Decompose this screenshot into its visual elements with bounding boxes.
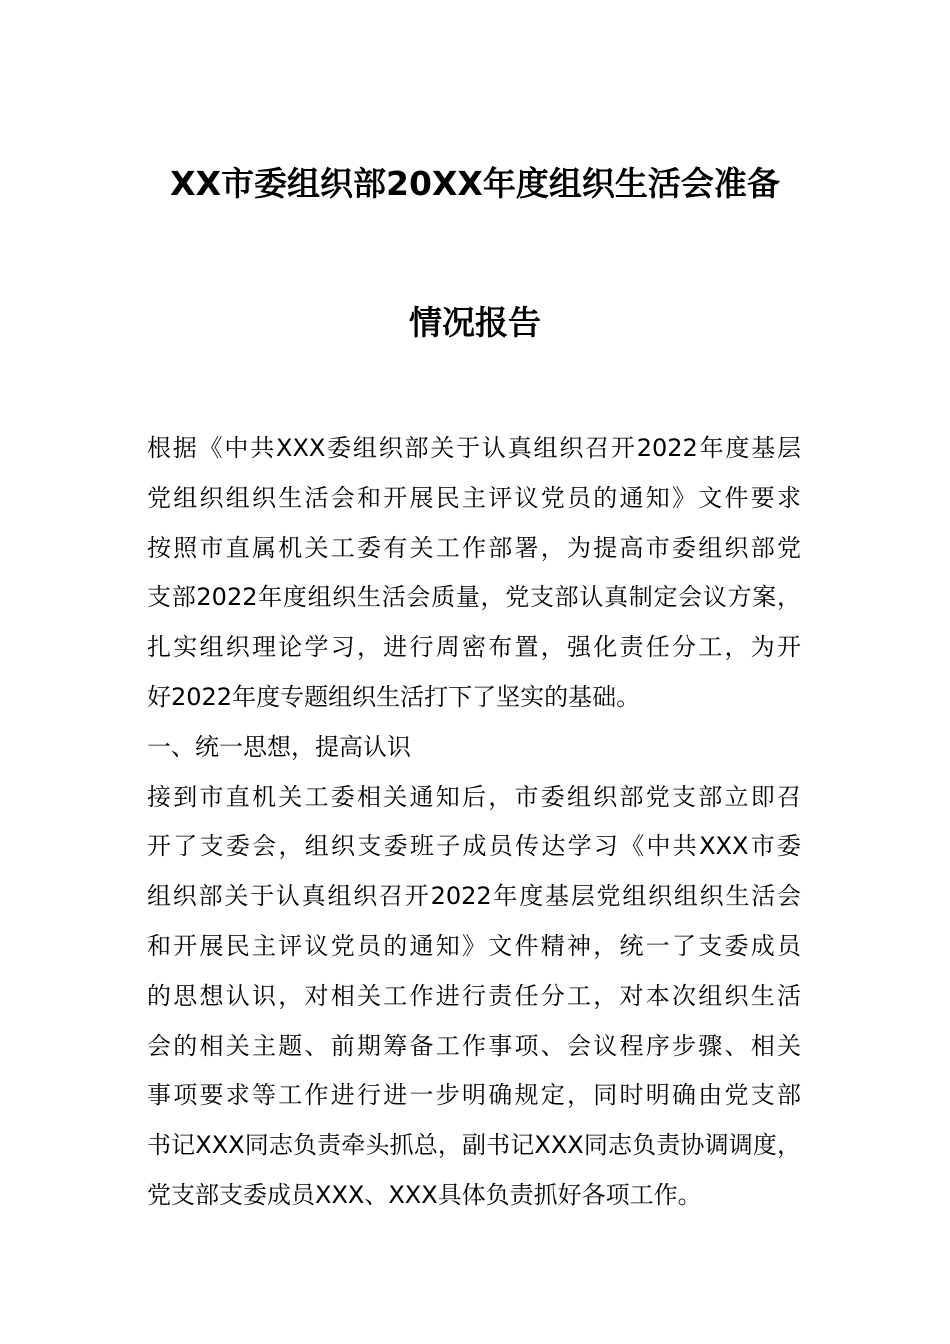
paragraph-line: 组织部关于认真组织召开2022年度基层党组织组织生活会 — [147, 882, 801, 911]
paragraph-line: 会的相关主题、前期筹备工作事项、会议程序步骤、相关 — [147, 1031, 801, 1060]
paragraph-line: 党组织组织生活会和开展民主评议党员的通知》文件要求 — [147, 483, 801, 512]
paragraph-line: 扎实组织理论学习，进行周密布置，强化责任分工，为开 — [147, 633, 801, 662]
document-body — [147, 428, 801, 1225]
paragraph-line: 书记XXX同志负责牵头抓总，副书记XXX同志负责协调调度， — [147, 1131, 801, 1160]
paragraph-line: 事项要求等工作进行进一步明确规定，同时明确由党支部 — [147, 1081, 801, 1110]
paragraph-line: 按照市直属机关工委有关工作部署，为提高市委组织部党 — [147, 533, 801, 562]
document-title-line-1: XX市委组织部20XX年度组织生活会准备 — [170, 164, 780, 203]
paragraph-line: 支部2022年度组织生活会质量，党支部认真制定会议方案， — [147, 583, 801, 612]
paragraph-line: 的思想认识，对相关工作进行责任分工，对本次组织生活 — [147, 981, 801, 1010]
document-title-line-2: 情况报告 — [409, 303, 541, 342]
paragraph-line: 开了支委会，组织支委班子成员传达学习《中共XXX市委 — [147, 832, 801, 861]
paragraph-line: 接到市直机关工委相关通知后，市委组织部党支部立即召 — [147, 782, 801, 811]
paragraph-line: 好2022年度专题组织生活打下了坚实的基础。 — [147, 682, 641, 711]
paragraph-line: 党支部支委成员XXX、XXX具体负责抓好各项工作。 — [147, 1180, 702, 1209]
paragraph-line: 和开展民主评议党员的通知》文件精神，统一了支委成员 — [147, 931, 801, 960]
paragraph-line: 根据《中共XXX委组织部关于认真组织召开2022年度基层 — [147, 434, 801, 462]
section-heading: 一、统一思想，提高认识 — [147, 732, 411, 761]
